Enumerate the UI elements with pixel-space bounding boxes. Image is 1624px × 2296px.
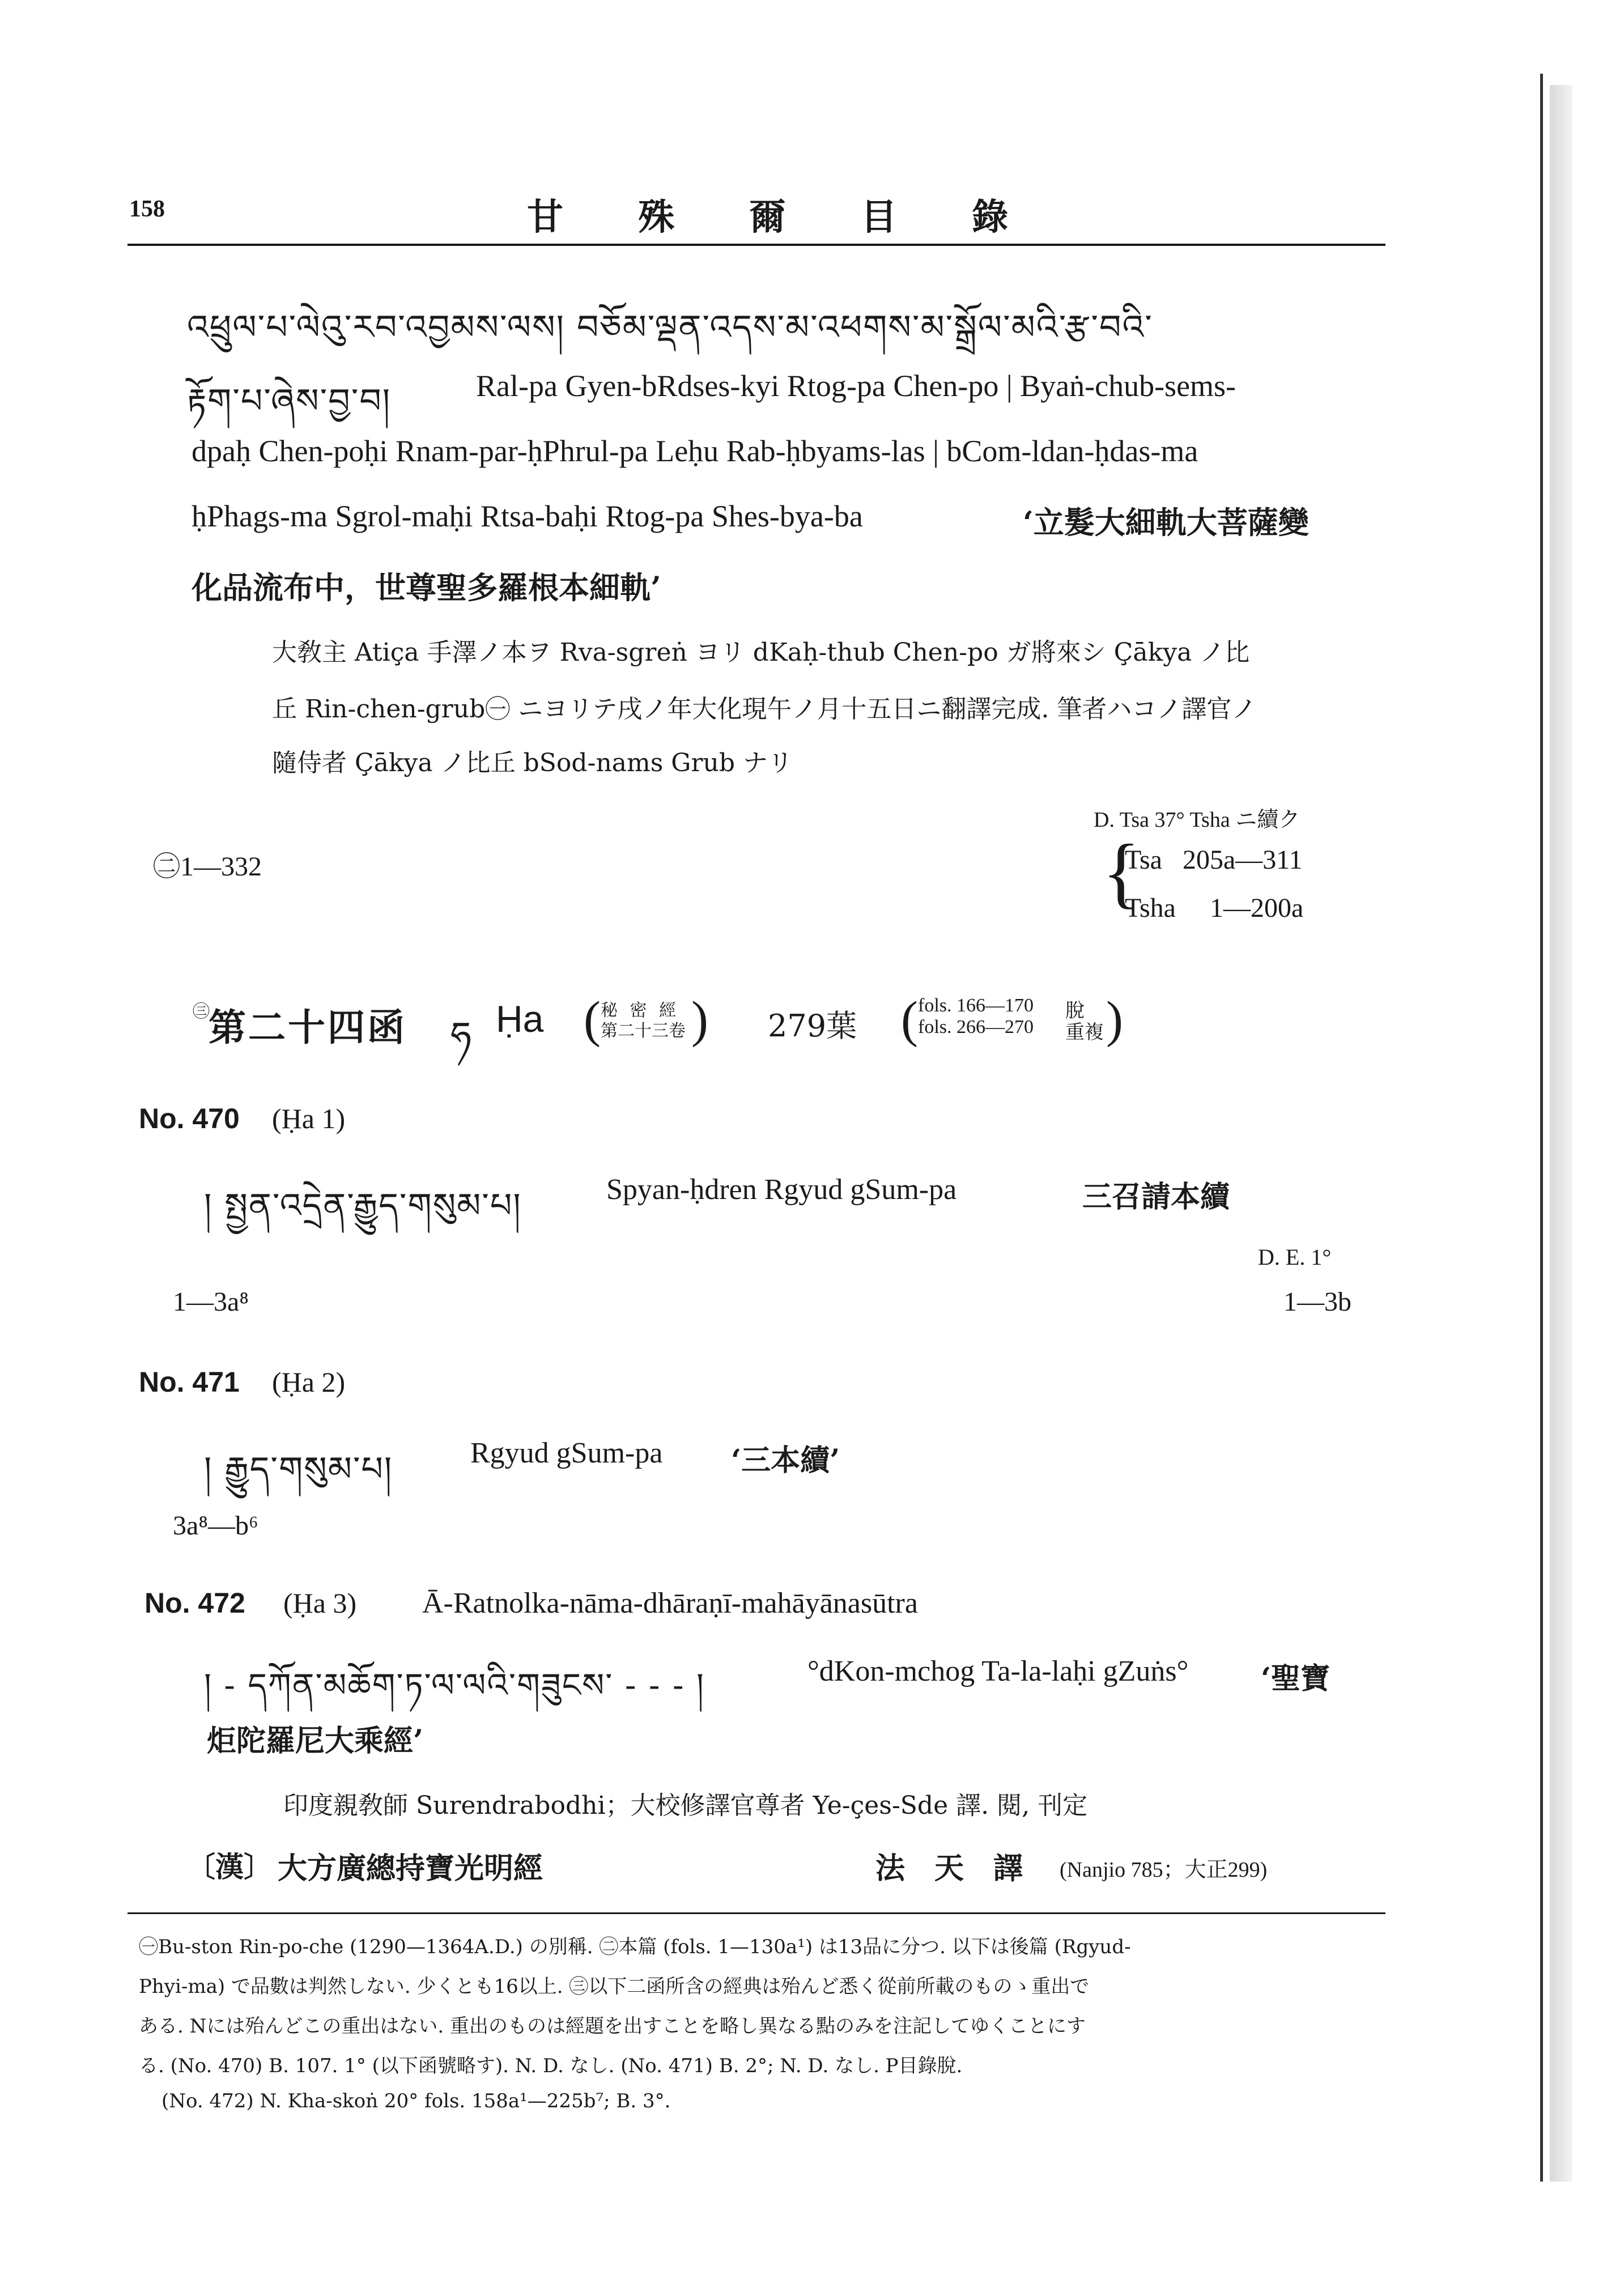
- binding-shadow: [1550, 85, 1572, 2182]
- entry-number: No. 472: [144, 1587, 245, 1619]
- folio-range: Tsha 1—200a: [1125, 893, 1304, 923]
- tibetan-title: ། སྤྱན་འདྲེན་རྒྱུད་གསུམ་པ།: [204, 1186, 522, 1226]
- romanized-title: ḥPhags-ma Sgrol-maḥi Rtsa-baḥi Rtog-pa Shes-bya-ba: [192, 499, 863, 533]
- romanized-title: Spyan-ḥdren Rgyud gSum-pa: [606, 1173, 957, 1206]
- tibetan-title: ། - དཀོན་མཆོག་ཏ་ལ་ལའི་གཟུངས་ - - - །: [204, 1666, 717, 1704]
- chinese-translator: 法 天 譯: [875, 1851, 1023, 1886]
- chinese-parallel-title: 大方廣總持寶光明經: [278, 1851, 543, 1886]
- entry-number: No. 470: [139, 1103, 240, 1134]
- footnote-line: ある. Nには殆んどこの重出はない. 重出のものは經題を出すことを略し異なる點のみを注記してゆくことにす: [139, 2015, 1086, 2038]
- page-number: 158: [129, 196, 165, 222]
- volume-subtitle: 第二十三卷: [601, 1021, 686, 1041]
- japanese-title: 炬陀羅尼大乘經’: [207, 1724, 424, 1758]
- footnote-line: (No. 472) N. Kha-skoṅ 20° fols. 158a¹—225b⁷; B. 3°.: [161, 2090, 671, 2112]
- entry-volume: (Ḥa 1): [272, 1103, 346, 1134]
- colophon-note: 隨侍者 Çākya ノ比丘 bSod-nams Grub ナリ: [272, 749, 793, 777]
- romanized-title: Ral-pa Gyen-bRdses-kyi Rtog-pa Chen-po | Byaṅ-chub-sems-: [476, 369, 1236, 403]
- tibetan-title: ། རྒྱུད་གསུམ་པ།: [204, 1449, 393, 1489]
- folio-range: ㊁1—332: [153, 852, 262, 882]
- folio-note-flag: 脫: [1065, 1000, 1085, 1022]
- derge-reference: D. Tsa 37° Tsha ニ續ク: [1094, 808, 1300, 832]
- footnote-rule: [127, 1912, 1385, 1914]
- folio-range: Tsa 205a—311: [1125, 845, 1303, 875]
- leaf-count: 279葉: [768, 1008, 857, 1044]
- paren-close: ): [1106, 992, 1123, 1048]
- romanized-title: Rgyud gSum-pa: [470, 1437, 663, 1469]
- binding-edge: [1540, 74, 1543, 2182]
- entry-number: No. 471: [139, 1366, 240, 1398]
- japanese-title: 三召請本續: [1082, 1180, 1230, 1214]
- folio-note-flag: 重複: [1065, 1021, 1104, 1044]
- folio-note: fols. 266—270: [918, 1017, 1034, 1038]
- folio-range: 1—3a⁸: [173, 1287, 249, 1317]
- page-title: 甘 殊 爾 目 錄: [527, 196, 1040, 239]
- volume-heading: 第二十四函: [209, 1006, 407, 1048]
- derge-reference: D. E. 1°: [1258, 1244, 1332, 1270]
- paren-close: ): [691, 992, 708, 1048]
- header-rule: [127, 244, 1385, 246]
- colophon-note: 丘 Rin-chen-grub㊀ ニヨリテ戌ノ年大化現午ノ月十五日ニ翻譯完成. 筆者ハコノ譯官ノ: [272, 695, 1257, 724]
- folio-note: fols. 166—170: [918, 995, 1034, 1016]
- footnote-line: ㊀Bu-ston Rin-po-che (1290—1364A.D.) の別稱. ㊁本篇 (fols. 1—130a¹) は13品に分つ. 以下は後篇 (Rgyud-: [139, 1936, 1131, 1958]
- tibetan-letter: ཧ: [450, 1014, 473, 1057]
- japanese-title: ‘聖寶: [1261, 1661, 1330, 1696]
- sanskrit-title: Ā-Ratnolka-nāma-dhāraṇī-mahāyānasūtra: [422, 1587, 918, 1619]
- tibetan-line: འཕྲུལ་པ་ལེའུ་རབ་འབྱམས་ལས། བཅོམ་ལྡན་འདས་མ་འཕགས་མ་སྒྲོལ་མའི་རྩ་བའི་: [187, 308, 1153, 347]
- folio-range: 1—3b: [1283, 1287, 1351, 1317]
- footnote-line: Phyi-ma) で品數は判然しない. 少くとも16以上. ㊂以下二函所含の經典は殆んど悉く從前所載のものゝ重出で: [139, 1975, 1090, 1998]
- folio-brace: {: [1102, 828, 1141, 916]
- japanese-title: ‘三本續’: [731, 1443, 840, 1478]
- paren-open: (: [584, 992, 601, 1048]
- entry-volume: (Ḥa 3): [283, 1587, 357, 1619]
- entry-volume: (Ḥa 2): [272, 1366, 346, 1398]
- colophon-note: 大敎主 Atiça 手澤ノ本ヲ Rva-sgreṅ ヨリ dKaḥ-thub Chen-po ガ將來シ Çākya ノ比: [272, 638, 1250, 667]
- chinese-parallel-tag: 〔漢〕: [187, 1850, 272, 1883]
- footnote-line: る. (No. 470) B. 107. 1° (以下函號略す). N. D. なし. (No. 471) B. 2°; N. D. なし. P目錄脫.: [139, 2055, 963, 2077]
- volume-subtitle: 秘 密 經: [601, 1001, 680, 1021]
- tibetan-line: རྟོག་པ་ཞེས་བྱ་བ།: [187, 381, 392, 421]
- paren-open: (: [901, 992, 918, 1048]
- footnote-marker: ㊂: [193, 1002, 210, 1022]
- volume-letter: Ḥa: [496, 998, 544, 1040]
- romanized-title: dpaḥ Chen-poḥi Rnam-par-ḥPhrul-pa Leḥu Rab-ḥbyams-las | bCom-ldan-ḥdas-ma: [192, 434, 1198, 468]
- japanese-title: ‘立髮大細軌大菩薩變: [1023, 504, 1309, 541]
- catalog-reference: (Nanjio 785；大正299): [1060, 1858, 1268, 1882]
- romanized-title: °dKon-mchog Ta-la-laḥi gZuṅs°: [807, 1655, 1189, 1687]
- folio-range: 3a⁸—b⁶: [173, 1511, 258, 1541]
- japanese-title: 化品流布中，世尊聖多羅根本細軌’: [192, 569, 661, 606]
- translator-note: 印度親敎師 Surendrabodhi；大校修譯官尊者 Ye-çes-Sde 譯. 閱, 刊定: [283, 1791, 1088, 1820]
